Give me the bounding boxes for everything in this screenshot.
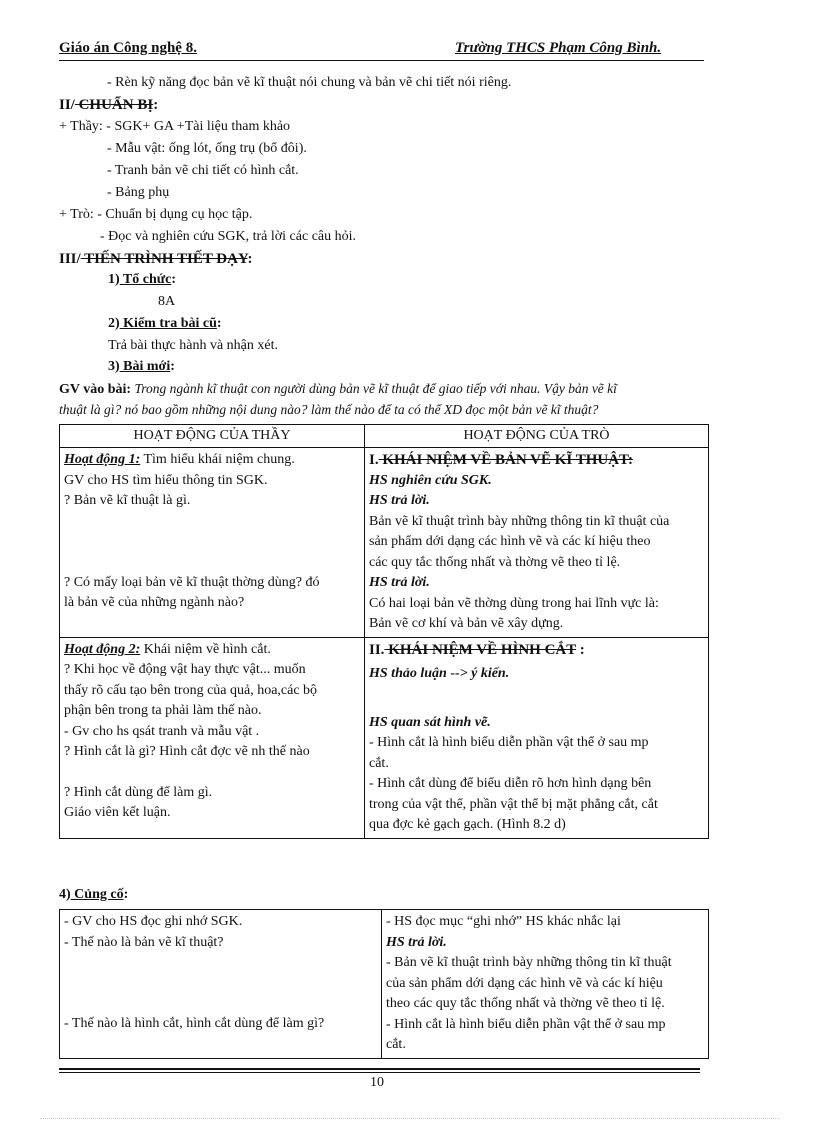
row1-answer-line: Bản vẽ kĩ thuật trình bày những thông tin kĩ thuật của	[369, 513, 670, 529]
row1-answer-label: HS trả lời.	[369, 493, 430, 508]
gv-label: GV vào bài:	[59, 382, 132, 397]
page-edge	[40, 1118, 780, 1119]
review-student-line: - Bản vẽ kĩ thuật trình bày những thông tin kĩ thuật	[386, 955, 672, 970]
row2-student-line: - Hình cắt dùng để biểu diễn rõ hơn hình dạng bên	[369, 776, 652, 791]
row2-teacher-line: phận bên trong ta phải làm thế nào.	[64, 703, 262, 718]
review-student-line: cắt.	[386, 1037, 406, 1052]
row2-teacher-line: ? Khi học về động vật hay thực vật... muốn	[64, 662, 306, 677]
row1-teacher-line: GV cho HS tìm hiểu thông tin SGK.	[64, 472, 268, 488]
row2-heading-prefix: II.	[369, 641, 385, 658]
step3-text: Bài mới	[119, 359, 171, 374]
section2-prefix: II/	[59, 97, 75, 113]
row1-answer-line: Bản vẽ cơ khí và bản vẽ xây dựng.	[369, 616, 564, 631]
teacher-item: - Bảng phụ	[107, 185, 170, 200]
table-row	[60, 910, 709, 1059]
section3-suffix: :	[247, 251, 253, 267]
row1-answer-line: Có hai loại bản vẽ thờng dùng trong hai lĩnh vực là:	[369, 595, 659, 611]
step2-content: Trả bài thực hành và nhận xét.	[108, 338, 278, 353]
row1-answer-line: các quy tắc thống nhất và thờng vẽ theo tỉ lệ.	[369, 554, 621, 570]
spacer	[64, 763, 360, 783]
row2-student-line: qua đợc kẻ gạch gạch. (Hình 8.2 d)	[369, 817, 566, 832]
header-right: Trường THCS Phạm Công Bình.	[455, 40, 662, 56]
row1-heading: KHÁI NIỆM VỀ BẢN VẼ KĨ THUẬT:	[378, 452, 633, 468]
spacer	[64, 953, 377, 1014]
gv-intro-line-1	[59, 381, 617, 398]
section3-prefix: III/	[59, 251, 81, 267]
step1-num: 1)	[108, 272, 120, 287]
gv-text-1: Trong ngành kĩ thuật con người dùng bản vẽ kĩ thuật để giao tiếp với nhau. Vậy bản vẽ kĩ	[131, 381, 617, 396]
row1-answer-line: sản phẩm dới dạng các hình vẽ và các kí hiệu theo	[369, 534, 651, 549]
row2-heading-suffix: :	[576, 641, 585, 658]
student-item: - Đọc và nghiên cứu SGK, trả lời các câu hỏi.	[100, 229, 357, 244]
step1-title	[108, 272, 176, 288]
section4-num: 4)	[59, 887, 71, 902]
review-student-label: HS trả lời.	[386, 934, 447, 950]
step2-num: 2)	[108, 316, 120, 331]
footer-divider-thin	[59, 1072, 700, 1073]
section2-title	[59, 97, 158, 114]
teacher-item: - Tranh bản vẽ chi tiết có hình cắt.	[107, 163, 299, 178]
row2-discuss: HS thảo luận --> ý kiến.	[369, 666, 510, 681]
step1-text: Tổ chức	[119, 272, 172, 287]
row2-teacher-line: - Gv cho hs qsát tranh và mẫu vật .	[64, 723, 260, 739]
table-row	[60, 448, 709, 638]
student-label: + Trò: - Chuẩn bị dụng cụ học tập.	[59, 207, 253, 222]
review-teacher-line: - GV cho HS đọc ghi nhớ SGK.	[64, 914, 243, 929]
row2-heading: KHÁI NIỆM VỀ HÌNH CẮT	[384, 641, 576, 658]
class-name: 8A	[158, 294, 176, 309]
review-student-line: của sản phẩm dới dạng các hình vẽ và các kí hiệu	[386, 975, 663, 991]
row1-study: HS nghiên cứu SGK.	[369, 472, 492, 488]
section4-colon: :	[123, 887, 129, 902]
row2-student-line: - Hình cắt là hình biểu diễn phần vật thể ở sau mp	[369, 735, 649, 750]
review-table	[59, 909, 709, 1059]
review-teacher-line: - Thế nào là bản vẽ kĩ thuật?	[64, 934, 224, 950]
row1-answer-label: HS trả lời.	[369, 575, 430, 590]
col-student-header: HOẠT ĐỘNG CỦA TRÒ	[365, 425, 709, 448]
page-number: 10	[370, 1075, 384, 1090]
teacher-label: + Thầy: - SGK+ GA +Tài liệu tham khảo	[59, 119, 291, 134]
review-teacher-line: - Thế nào là hình cắt, hình cắt dùng để làm gì?	[64, 1016, 325, 1031]
row2-teacher-line: Giáo viên kết luận.	[64, 805, 171, 820]
row1-heading-prefix: I.	[369, 452, 379, 468]
header-left: Giáo án Công nghệ 8.	[59, 40, 197, 56]
row1-teacher-cell	[60, 448, 365, 638]
row1-teacher-line: ? Bản vẽ kĩ thuật là gì.	[64, 493, 191, 508]
step1-colon: :	[171, 272, 177, 287]
header-divider	[59, 60, 704, 61]
row1-teacher-line: ? Có mấy loại bản vẽ kĩ thuật thờng dùng? đó	[64, 574, 320, 590]
gv-intro-line-2: thuật là gì? nó bao gồm những nội dung nào? làm thế nào để ta có thể XD đọc một bản vẽ kĩ thuật?	[59, 402, 599, 417]
activity1-label: Hoạt động 1:	[64, 452, 141, 467]
spacer	[64, 512, 360, 573]
step2-text: Kiểm tra bài cũ	[119, 316, 217, 331]
section4-text: Củng cố	[70, 887, 124, 902]
col-teacher-header: HOẠT ĐỘNG CỦA THẦY	[60, 425, 365, 448]
row1-student-cell	[365, 448, 709, 638]
activity2-text: Khái niệm về hình cắt.	[140, 641, 271, 657]
row2-student-line: trong của vật thể, phần vật thể bị mặt phẳng cắt, cắt	[369, 796, 658, 812]
row2-teacher-cell	[60, 637, 365, 838]
step3-colon: :	[170, 359, 175, 374]
intro-line: - Rèn kỹ năng đọc bản vẽ kĩ thuật nói chung và bản vẽ chi tiết nói riêng.	[107, 75, 512, 90]
row2-teacher-line: ? Hình cắt dùng để làm gì.	[64, 784, 213, 800]
section2-heading: CHUẨN BỊ	[74, 97, 154, 113]
step2-title	[108, 316, 222, 332]
activity-table	[59, 424, 709, 839]
row2-teacher-line: ? Hình cắt là gì? Hình cắt đợc vẽ nh thế nào	[64, 744, 310, 759]
table-row	[60, 637, 709, 838]
row1-teacher-line: là bản vẽ của những ngành nào?	[64, 595, 245, 610]
section4-title	[59, 887, 128, 903]
section3-heading: TIẾN TRÌNH TIẾT DẠY	[80, 251, 248, 267]
teacher-item: - Mẫu vật: ống lót, ống trụ (bổ đôi).	[107, 141, 307, 156]
row2-teacher-line: thấy rõ cấu tạo bên trong của quả, hoa,các bộ	[64, 682, 318, 698]
row2-student-line: cắt.	[369, 755, 389, 771]
section2-suffix: :	[153, 97, 159, 113]
section3-title	[59, 251, 252, 268]
step2-colon: :	[216, 316, 222, 331]
activity2-label: Hoạt động 2:	[64, 641, 141, 657]
row2-student-cell	[365, 637, 709, 838]
table-header-row	[60, 425, 709, 448]
spacer	[369, 685, 704, 713]
review-student-cell	[382, 910, 709, 1059]
review-student-line: - HS đọc mục “ghi nhớ” HS khác nhắc lại	[386, 914, 621, 929]
review-student-line: theo các quy tắc thống nhất và thờng vẽ theo tỉ lệ.	[386, 996, 665, 1011]
review-student-line: - Hình cắt là hình biểu diễn phần vật thể ở sau mp	[386, 1016, 666, 1032]
step3-num: 3)	[108, 359, 120, 374]
activity1-text: Tìm hiểu khái niệm chung.	[140, 452, 295, 467]
row2-observe: HS quan sát hình vẽ.	[369, 714, 491, 730]
footer-divider	[59, 1068, 700, 1070]
review-teacher-cell	[60, 910, 382, 1059]
step3-title	[108, 359, 175, 375]
